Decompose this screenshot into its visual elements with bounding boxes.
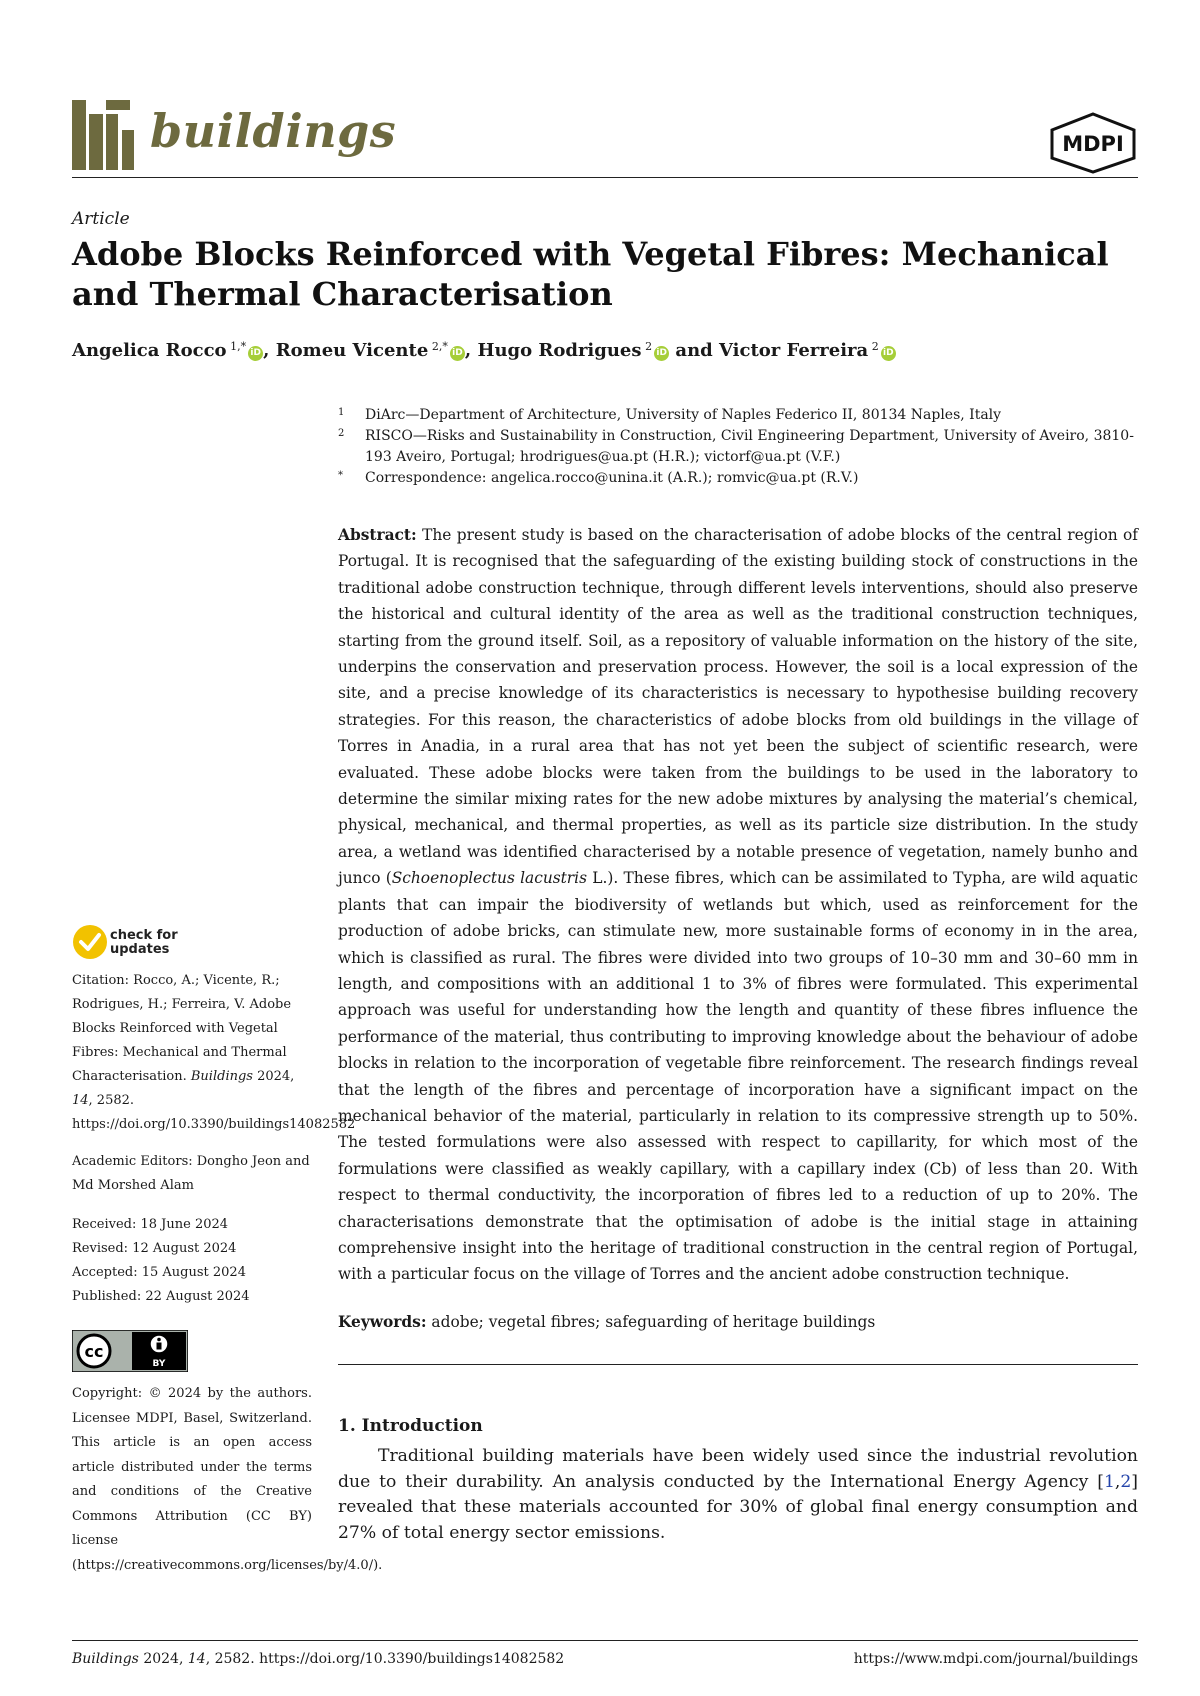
affiliation-marker: 2,* <box>431 340 448 353</box>
author-name[interactable]: Victor Ferreira <box>719 340 869 361</box>
footer-volume: 14 <box>187 1651 206 1667</box>
citation-text: Rocco, A.; Vicente, R.; Rodrigues, H.; Ferreira, V. Adobe Blocks Reinforced with Vegetal Fibres: Mechanical and Thermal Characterisation. <box>72 973 292 1084</box>
section-divider <box>338 1364 1138 1365</box>
cc-by-license-icon[interactable] <box>72 1330 188 1372</box>
abstract-text: The present study is based on the characterisation of adobe blocks of the central region of Portugal. It is recognised that the safeguarding of the existing building stock of constructions in the traditional adobe construction technique, through different levels interventions, should also preserve the historical and cultural identity of the area as well as the traditional construction techniques, starting from the ground itself. Soil, as a repository of valuable information on the history of the site, underpins the conservation and preservation process. However, the soil is a local expression of the site, and a precise knowledge of its characteristics is necessary to hypothesise building recovery strategies. For this reason, the characteristics of adobe blocks from old buildings in the village of Torres in Anadia, in a rural area that has not yet been the subject of scientific research, were evaluated. These adobe blocks were taken from the buildings to be used in the laboratory to determine the similar mixing rates for the new adobe mixtures by analysing the material’s chemical, physical, mechanical, and thermal properties, as well as its particle size distribution. In the study area, a wetland was identified characterised by a notable presence of vegetation, namely bunho and junco ( <box>338 526 1138 888</box>
date-row <box>72 1213 312 1237</box>
citation-text: 2024, <box>252 1069 295 1084</box>
date-label: Accepted: <box>72 1265 138 1280</box>
publication-dates <box>72 1213 312 1309</box>
keywords <box>338 1311 1138 1333</box>
date-row <box>72 1237 312 1261</box>
affiliation-marker: 2 <box>871 340 879 353</box>
orcid-icon[interactable]: iD <box>248 346 263 361</box>
author-separator: , <box>263 340 276 361</box>
author-separator: and <box>669 340 720 361</box>
affiliation-item <box>338 405 1138 426</box>
date-value: 22 August 2024 <box>141 1289 250 1304</box>
header-divider <box>72 177 1138 178</box>
intro-text: ] revealed that these materials accounted for 30% of global final energy consumption and 27% of total energy sector emissions. <box>338 1471 1138 1543</box>
editors-label: Academic Editors: <box>72 1154 193 1169</box>
article-title: Adobe Blocks Reinforced with Vegetal Fibres: Mechanical and Thermal Characterisation <box>72 235 1109 313</box>
intro-paragraph <box>338 1444 1138 1546</box>
correspondence-text: Correspondence: angelica.rocco@unina.it (A.R.); romvic@ua.pt (R.V.) <box>365 470 859 486</box>
affiliation-text: DiArc—Department of Architecture, University of Naples Federico II, 80134 Naples, Italy <box>365 407 1002 423</box>
check-updates-line: check for <box>110 928 178 943</box>
affiliation-number: 1 <box>338 407 345 418</box>
footer-journal-url[interactable]: https://www.mdpi.com/journal/buildings <box>853 1651 1138 1667</box>
citation-block <box>72 969 356 1137</box>
reference-link[interactable]: 2 <box>1120 1471 1132 1492</box>
affiliation-marker: 2 <box>645 340 653 353</box>
copyright-notice <box>72 1382 383 1578</box>
abstract-label: Abstract: <box>338 526 417 544</box>
keywords-text: adobe; vegetal fibres; safeguarding of heritage buildings <box>431 1313 876 1331</box>
affiliations <box>338 405 1138 489</box>
footer-year: 2024, <box>138 1651 188 1667</box>
article-type: Article <box>72 209 130 229</box>
affiliation-item <box>338 426 1138 468</box>
check-updates-icon[interactable] <box>72 924 108 960</box>
by-text: BY <box>152 1359 166 1369</box>
date-label: Received: <box>72 1217 137 1232</box>
keywords-label: Keywords: <box>338 1313 427 1331</box>
footer-divider <box>72 1640 1138 1641</box>
academic-editors <box>72 1150 312 1198</box>
affiliation-marker: 1,* <box>230 340 247 353</box>
date-value: 15 August 2024 <box>137 1265 246 1280</box>
abstract <box>338 522 1138 1288</box>
date-value: 12 August 2024 <box>128 1241 237 1256</box>
date-row <box>72 1261 312 1285</box>
editors-names: Dongho Jeon and Md Morshed Alam <box>72 1154 310 1193</box>
check-updates-label[interactable] <box>110 929 178 957</box>
species-name: Schoenoplectus lacustris <box>391 869 587 888</box>
copyright-label: Copyright: <box>72 1386 143 1401</box>
mdpi-logo-icon <box>1048 112 1138 174</box>
reference-link[interactable]: 1 <box>1103 1471 1115 1492</box>
footer-citation <box>72 1650 564 1668</box>
citation-label: Citation: <box>72 973 130 988</box>
section-heading: 1. Introduction <box>338 1416 483 1436</box>
journal-name: buildings <box>150 104 397 158</box>
citation-doi[interactable]: , 2582. https://doi.org/10.3390/buildings14082582 <box>72 1093 356 1132</box>
orcid-icon[interactable]: iD <box>654 346 669 361</box>
copyright-text: © 2024 by the authors. Licensee MDPI, Basel, Switzerland. This article is an open access article distributed under the terms and conditions of the Creative Commons Attribution (CC BY) license (https://creativecommons.org/licenses/by/4.0/). <box>72 1386 383 1573</box>
mdpi-logo-text: MDPI <box>1062 132 1124 156</box>
author-name[interactable]: Hugo Rodrigues <box>477 340 642 361</box>
author-separator: , <box>464 340 478 361</box>
footer-doi[interactable]: , 2582. https://doi.org/10.3390/buildings14082582 <box>205 1651 565 1667</box>
citation-volume: 14 <box>72 1093 89 1108</box>
orcid-icon[interactable]: iD <box>881 346 896 361</box>
check-updates-line: updates <box>110 942 170 957</box>
date-row <box>72 1285 312 1309</box>
affiliation-text: RISCO—Risks and Sustainability in Construction, Civil Engineering Department, University of Aveiro, 3810-193 Aveiro, Portugal; hrodrigues@ua.pt (H.R.); victorf@ua.pt (V.F.) <box>365 428 1134 465</box>
author-list <box>72 335 896 363</box>
date-value: 18 June 2024 <box>136 1217 229 1232</box>
intro-text: Traditional building materials have been widely used since the industrial revolution due to their durability. An analysis conducted by the International Energy Agency [ <box>338 1446 1138 1492</box>
cc-text: cc <box>84 1342 104 1361</box>
orcid-icon[interactable]: iD <box>450 346 465 361</box>
journal-logo-icon <box>72 100 144 170</box>
date-label: Published: <box>72 1289 142 1304</box>
date-label: Revised: <box>72 1241 129 1256</box>
author-name[interactable]: Angelica Rocco <box>72 340 227 361</box>
affiliation-item <box>338 468 1138 489</box>
reference-separator: , <box>1114 1471 1121 1492</box>
author-name[interactable]: Romeu Vicente <box>275 340 429 361</box>
affiliation-number: 2 <box>338 428 345 439</box>
affiliation-number: * <box>338 470 343 481</box>
footer-journal: Buildings <box>72 1651 139 1667</box>
abstract-text: L.). These fibres, which can be assimilated to Typha, are wild aquatic plants that can impair the biodiversity of wetlands but which, used as reinforcement for the production of adobe bricks, can stimulate new, more sustainable forms of economy in in the area, which is classified as rural. The fibres were divided into two groups of 10–30 mm and 30–60 mm in length, and compositions with an additional 1 to 3% of fibres were formulated. This experimental approach was useful for understanding how the length and quantity of these fibres influence the performance of the material, thus contributing to improving knowledge about the behaviour of adobe blocks in relation to the incorporation of vegetable fibre reinforcement. The research findings reveal that the length of the fibres and percentage of incorporation have a significant impact on the mechanical behavior of the material, particularly in relation to its compressive strength up to 50%. The tested formulations were also assessed with respect to capillarity, for which most of the formulations were classified as weakly capillary, with a capillary index (Cb) of less than 20. With respect to thermal conductivity, the incorporation of fibres led to a reduction of up to 20%. The characterisations demonstrate that the optimisation of adobe is the initial stage in attaining comprehensive insight into the heritage of traditional construction in the central region of Portugal, with a particular focus on the village of Torres and the ancient adobe construction technique. <box>338 869 1138 1284</box>
citation-journal: Buildings <box>190 1069 253 1084</box>
